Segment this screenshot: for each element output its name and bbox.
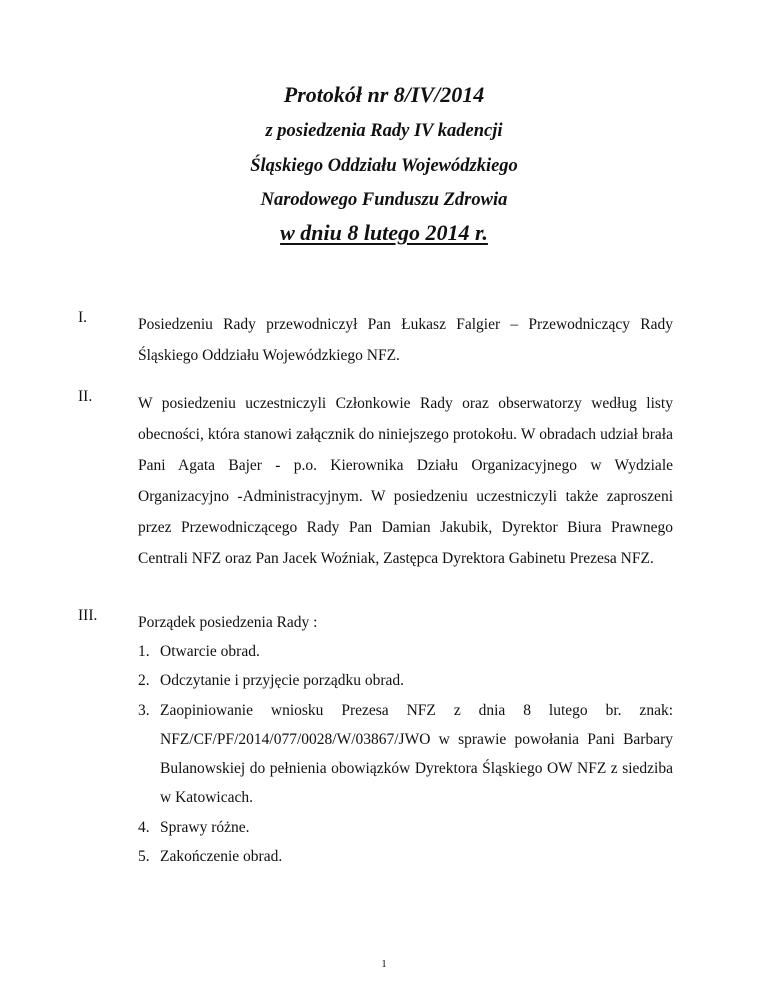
document-title: Protokół nr 8/IV/2014 (283, 82, 485, 107)
agenda-item (138, 638, 673, 665)
agenda-item-number: 3. (138, 702, 150, 719)
page-number: 1 (381, 958, 387, 970)
document-subtitle-line3: Narodowego Funduszu Zdrowia (260, 190, 508, 210)
agenda-item (138, 843, 673, 870)
agenda-intro: Porządek posiedzenia Rady : (138, 614, 318, 631)
agenda-item (138, 667, 673, 694)
section-paragraph: W posiedzeniu uczestniczyli Członkowie Rady oraz obserwatorzy według listy obecności, która stanowi załącznik do niniejszego protokołu. W obradach udział brała Pani Agata Bajer - p.o. Kierownika Działu Organizacyjnego w Wydziale Organizacyjno -Administracyjnym. W posiedzeniu uczestniczyli także zaproszeni przez Przewodniczącego Rady Pan Damian Jakubik, Dyrektor Biura Prawnego Centrali NFZ oraz Pan Jacek Woźniak, Zastępca Dyrektora Gabinetu Prezesa NFZ. (138, 395, 673, 567)
document-subtitle-line1: z posiedzenia Rady IV kadencji (265, 121, 503, 141)
section-number: II. (78, 388, 93, 405)
agenda-item (138, 814, 673, 841)
section-number: III. (78, 607, 98, 624)
agenda-item-text: Odczytanie i przyjęcie porządku obrad. (160, 672, 405, 689)
agenda-item-number: 5. (138, 848, 150, 865)
agenda-item-text: Zakończenie obrad. (160, 848, 283, 865)
agenda-list (138, 638, 673, 872)
agenda-item-number: 4. (138, 819, 150, 836)
agenda-item-number: 1. (138, 643, 150, 660)
section-number: I. (78, 309, 88, 326)
section-paragraph: Posiedzeniu Rady przewodniczył Pan Łukasz Falgier – Przewodniczący Rady Śląskiego Oddziału Wojewódzkiego NFZ. (138, 316, 673, 364)
agenda-item-number: 2. (138, 672, 150, 689)
document-date-line: w dniu 8 lutego 2014 r. (280, 220, 488, 245)
agenda-item-text: Sprawy różne. (160, 819, 250, 836)
document-subtitle-line2: Śląskiego Oddziału Wojewódzkiego (250, 156, 518, 176)
agenda-item-text: Zaopiniowanie wniosku Prezesa NFZ z dnia 8 lutego br. znak: NFZ/CF/PF/2014/077/0028/W/03867/JWO w sprawie powołania Pani Barbary Bulanowskiej do pełnienia obowiązków Dyrektora Śląskiego OW NFZ z siedziba w Katowicach. (160, 702, 673, 806)
agenda-item-text: Otwarcie obrad. (160, 643, 260, 660)
agenda-item (138, 696, 673, 812)
